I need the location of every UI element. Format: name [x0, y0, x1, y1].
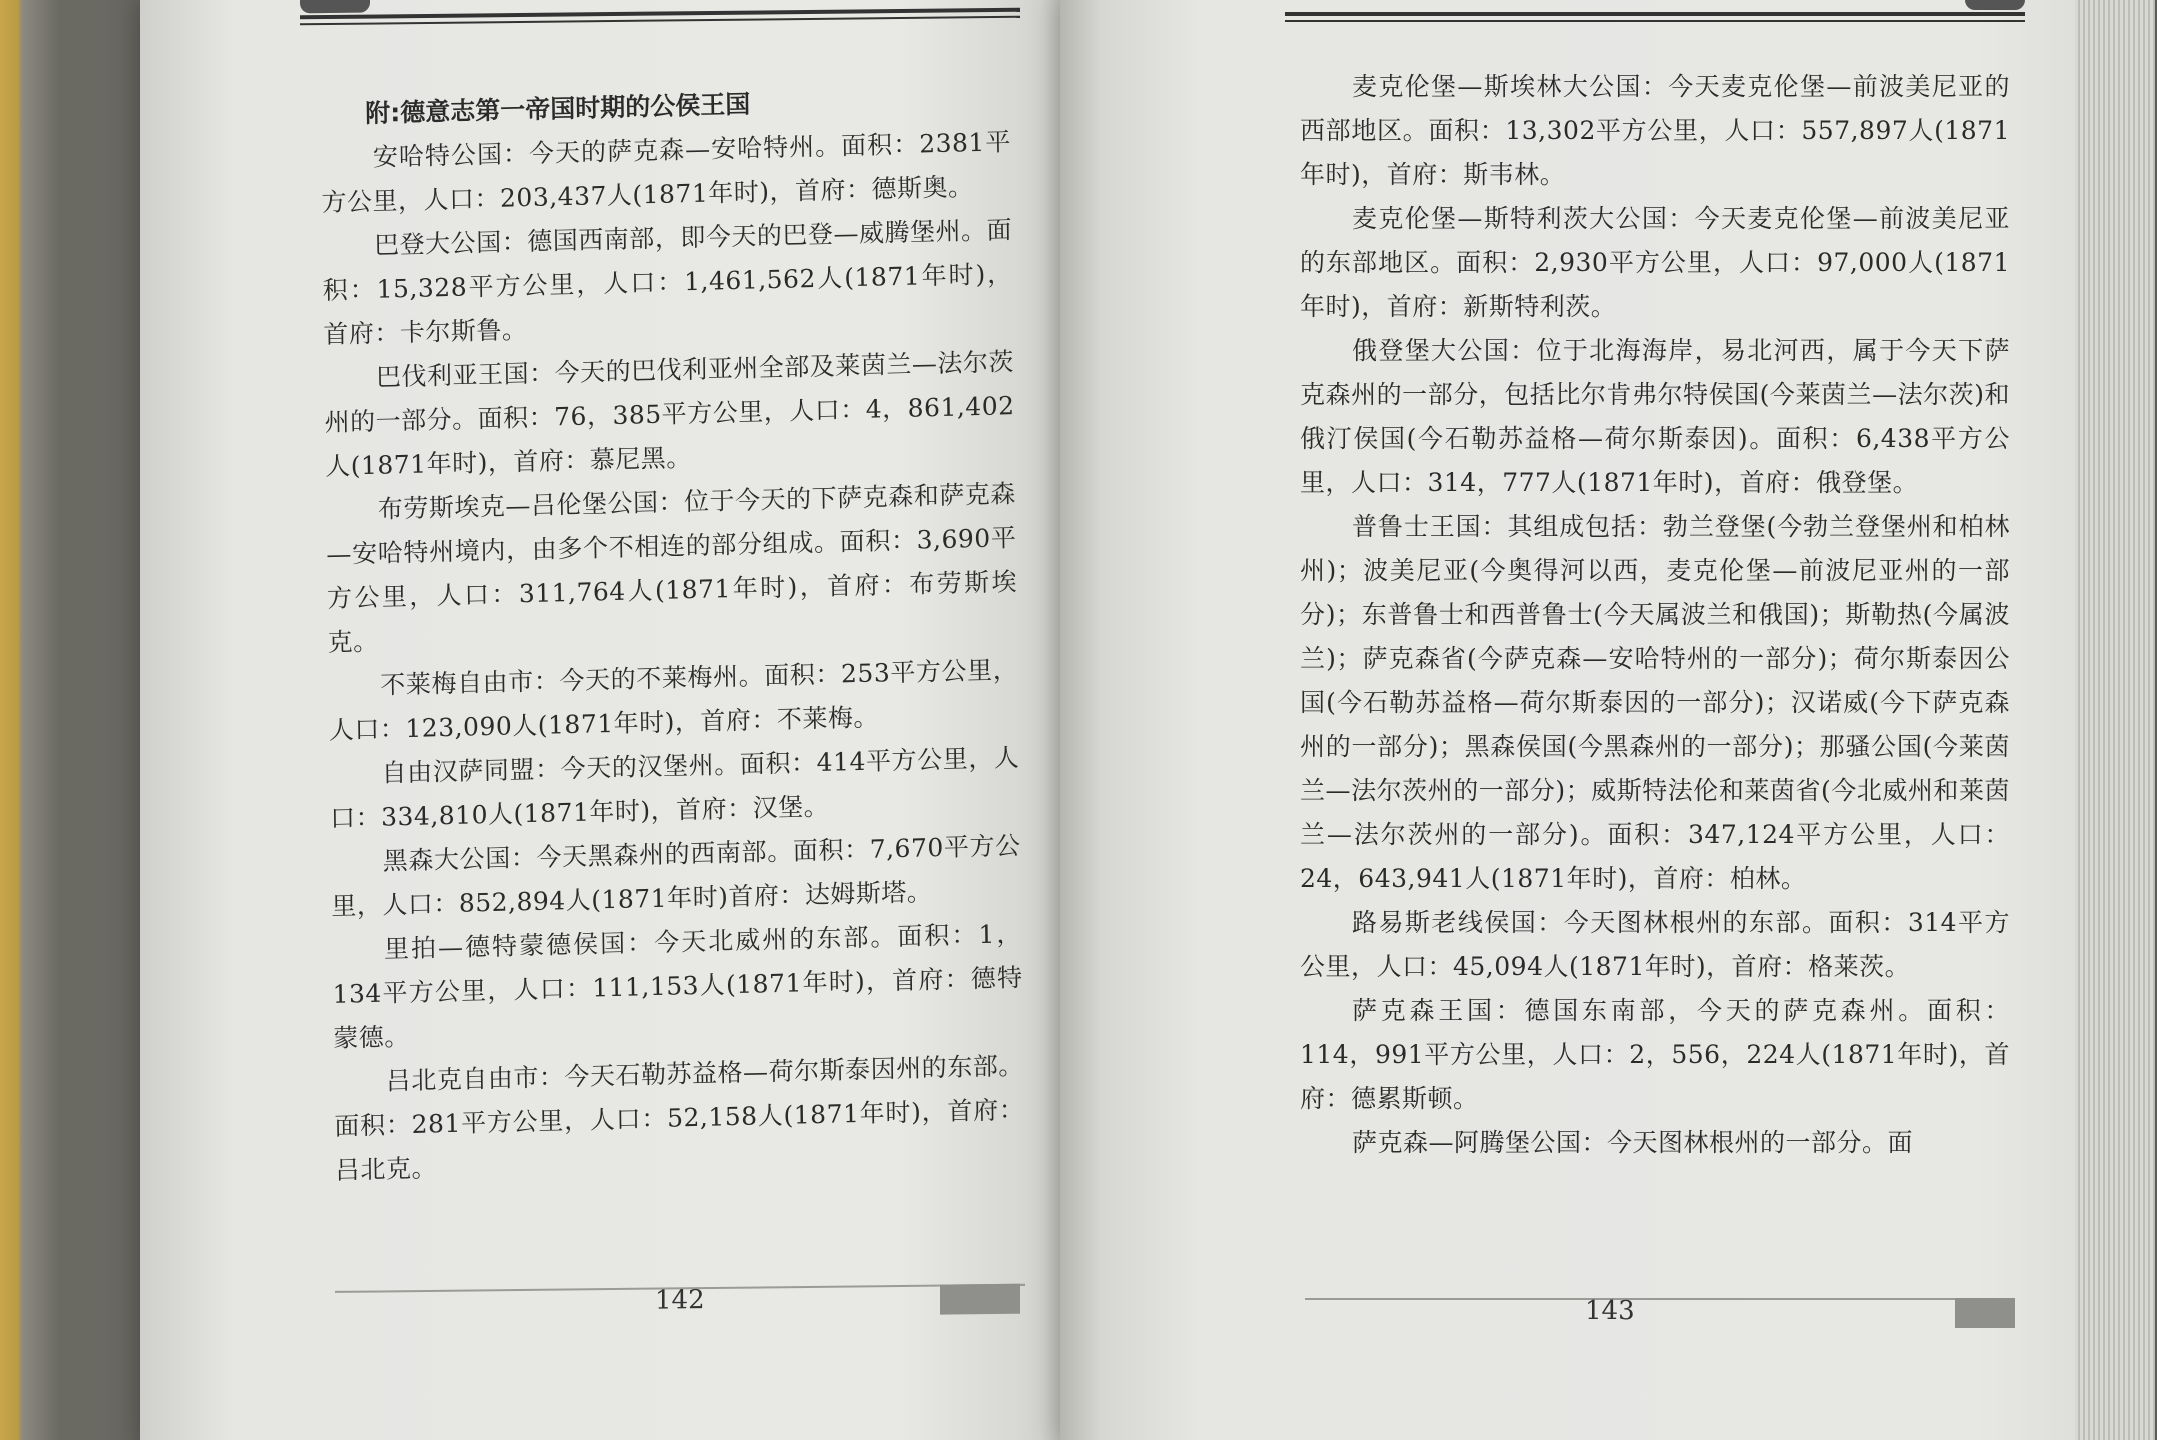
appendix-title: 附:德意志第一帝国时期的公侯王国 [365, 89, 751, 128]
paragraph-luebeck: 吕北克自由市：今天石勒苏益格—荷尔斯泰因州的东部。面积：281平方公里，人口：52,158人(1871年时)，首府：吕北克。 [334, 1050, 1025, 1185]
paragraph-oldenburg: 俄登堡大公国：位于北海海岸，易北河西，属于今天下萨克森州的一部分，包括比尔肯弗尔特侯国(今莱茵兰—法尔茨)和俄汀侯国(今石勒苏益格—荷尔斯泰因)。面积：6,438平方公里，人口：314，777人(1871年时)，首府：俄登堡。 [1300, 336, 2010, 497]
page-number: 142 [655, 1285, 705, 1316]
paragraph-mecklenburg-schwerin: 麦克伦堡—斯埃林大公国：今天麦克伦堡—前波美尼亚的西部地区。面积：13,302平方公里，人口：557,897人(1871年时)，首府：斯韦林。 [1300, 72, 2010, 189]
page-number: 143 [1585, 1296, 1635, 1326]
footer-rule [1305, 1298, 2015, 1300]
paragraph-anhalt: 安哈特公国：今天的萨克森—安哈特州。面积：2381平方公里，人口：203,437人(1871年时)，首府：德斯奥。 [321, 127, 1012, 218]
paragraph-bavaria: 巴伐利亚王国：今天的巴伐利亚州全部及莱茵兰—法尔茨州的一部分。面积：76，385平方公里，人口：4，861,402人(1871年时)，首府：慕尼黑。 [324, 347, 1015, 481]
left-text-column [320, 76, 1025, 1193]
left-page [140, 0, 1090, 1440]
left-page-footer [335, 1276, 1035, 1316]
footer-block [1955, 1298, 2015, 1328]
paragraph-prussia: 普鲁士王国：其组成包括：勃兰登堡(今勃兰登堡州和柏林州)；波美尼亚(今奥得河以西，麦克伦堡—前波尼亚州的一部分)；东普鲁士和西普鲁士(今天属波兰和俄国)；斯勒热(今属波兰)；萨克森省(今萨克森—安哈特州的一部分)；荷尔斯泰因公国(今石勒苏益格—荷尔斯泰因的一部分)；汉诺威(今下萨克森州的一部分)；黑森侯国(今黑森州的一部分)；那骚公国(今莱茵兰—法尔茨州的一部分)；威斯特法伦和莱茵省(今北威州和莱茵兰—法尔茨州的一部分)。面积：347,124平方公里，人口：24，643,941人(1871年时)，首府：柏林。 [1300, 512, 2010, 893]
right-text-column [1300, 65, 2010, 1165]
paragraph-mecklenburg-strelitz: 麦克伦堡—斯特利茨大公国：今天麦克伦堡—前波美尼亚的东部地区。面积：2,930平方公里，人口：97,000人(1871年时)，首府：新斯特利茨。 [1300, 204, 2010, 321]
running-header-tab [300, 0, 370, 13]
header-rule [1285, 12, 2025, 16]
running-header-tab [1965, 0, 2025, 10]
right-page [1060, 0, 2080, 1440]
footer-block [940, 1284, 1020, 1315]
header-rule-thin [1285, 20, 2025, 22]
paragraph-hamburg: 自由汉萨同盟：今天的汉堡州。面积：414平方公里，人口：334,810人(1871年时)，首府：汉堡。 [329, 743, 1020, 833]
paragraph-saxe-altenburg: 萨克森—阿腾堡公国：今天图林根州的一部分。面 [1352, 1128, 1914, 1157]
paragraph-hesse: 黑森大公国：今天黑森州的西南部。面积：7,670平方公里，人口：852,894人(1871年时)首府：达姆斯塔。 [331, 831, 1021, 921]
paragraph-bremen: 不莱梅自由市：今天的不莱梅州。面积：253平方公里，人口：123,090人(1871年时)，首府：不莱梅。 [328, 655, 1019, 745]
page-edges [2075, 0, 2155, 1440]
paragraph-lippe: 里拍—德特蒙德侯国：今天北威州的东部。面积：1，134平方公里，人口：111,153人(1871年时)，首府：德特蒙德。 [332, 919, 1023, 1053]
paragraph-brunswick: 布劳斯埃克—吕伦堡公国：位于今天的下萨克森和萨克森—安哈特州境内，由多个不相连的部分组成。面积：3,690平方公里，人口：311,764人(1871年时)，首府：布劳斯埃克。 [326, 479, 1018, 657]
paragraph-saxony: 萨克森王国：德国东南部，今天的萨克森州。面积：114，991平方公里，人口：2，556，224人(1871年时)，首府：德累斯顿。 [1300, 996, 2011, 1113]
paragraph-baden: 巴登大公国：德国西南部，即今天的巴登—威腾堡州。面积：15,328平方公里，人口：1,461,562人(1871年时)，首府：卡尔斯鲁。 [322, 215, 1013, 350]
book-spread [120, 0, 2120, 1440]
paragraph-reuss: 路易斯老线侯国：今天图林根州的东部。面积：314平方公里，人口：45,094人(1871年时)，首府：格莱茨。 [1300, 908, 2010, 981]
